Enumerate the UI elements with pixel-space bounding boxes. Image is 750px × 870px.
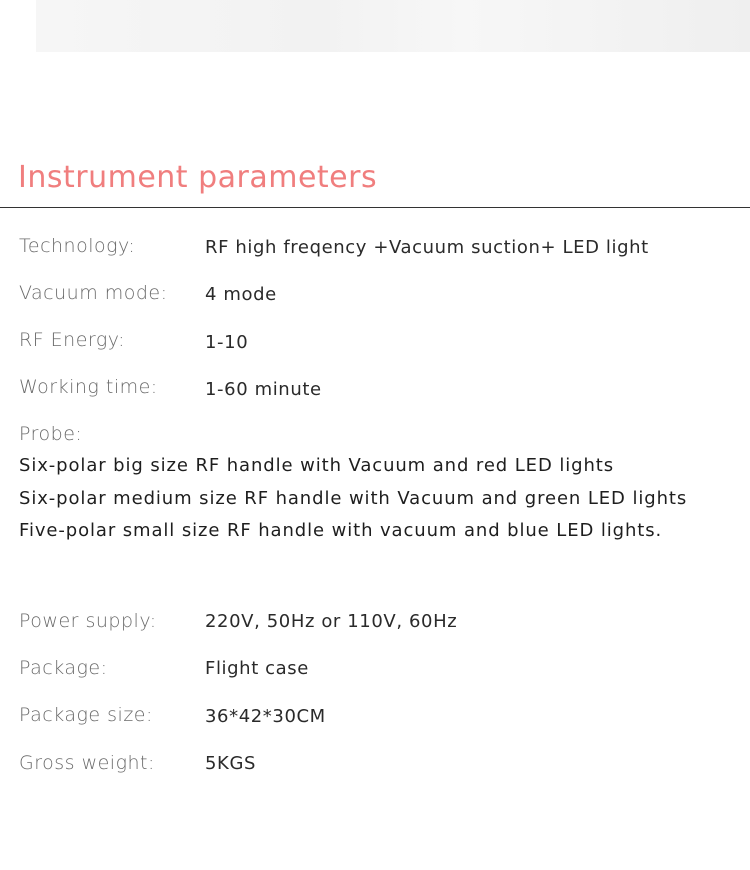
power-supply-label: Power supply: bbox=[19, 610, 157, 632]
power-supply-value: 220V, 50Hz or 110V, 60Hz bbox=[205, 611, 458, 632]
package-size-value: 36*42*30CM bbox=[205, 706, 326, 727]
rf-energy-label: RF Energy: bbox=[19, 329, 126, 351]
package-size-label: Package size: bbox=[19, 704, 153, 726]
working-time-label: Working time: bbox=[19, 376, 158, 398]
rf-energy-value: 1-10 bbox=[205, 332, 249, 353]
vacuum-mode-value: 4 mode bbox=[205, 284, 277, 305]
header-image-strip bbox=[36, 0, 750, 52]
probe-line-small: Five-polar small size RF handle with vacuum and blue LED lights. bbox=[19, 520, 663, 541]
technology-value: RF high freqency +Vacuum suction+ LED light bbox=[205, 237, 649, 258]
probe-label: Probe: bbox=[19, 423, 83, 445]
probe-line-big: Six-polar big size RF handle with Vacuum and red LED lights bbox=[19, 455, 615, 476]
section-title: Instrument parameters bbox=[18, 160, 378, 195]
package-label: Package: bbox=[19, 657, 108, 679]
vacuum-mode-label: Vacuum mode: bbox=[19, 282, 168, 304]
gross-weight-value: 5KGS bbox=[205, 753, 257, 774]
probe-line-medium: Six-polar medium size RF handle with Vacuum and green LED lights bbox=[19, 488, 688, 509]
package-value: Flight case bbox=[205, 658, 309, 679]
divider bbox=[0, 207, 750, 208]
gross-weight-label: Gross weight: bbox=[19, 752, 155, 774]
working-time-value: 1-60 minute bbox=[205, 379, 322, 400]
technology-label: Technology: bbox=[19, 235, 136, 257]
